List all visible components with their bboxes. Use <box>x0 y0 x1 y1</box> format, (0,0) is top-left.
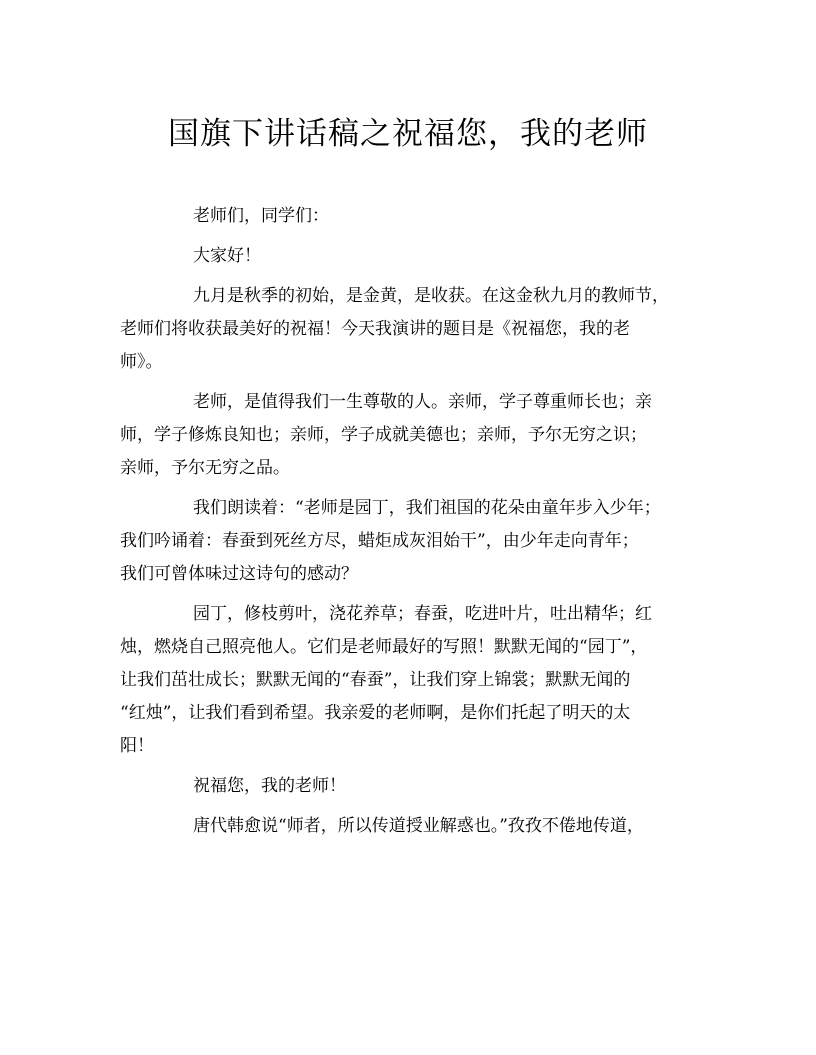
paragraph-gardener: 园丁，修枝剪叶，浇花养草；春蚕，吃进叶片，吐出精华；红 烛，燃烧自己照亮他人。它们是老师最好的写照！默默无闻的“园丁”， 让我们茁壮成长；默默无闻的“春蚕”，让我们穿上锦裳；默默无闻的 “红烛”，让我们看到希望。我亲爱的老师啊，是你们托起了明天的太 阳！ <box>120 604 652 756</box>
paragraph-greeting: 老师们，同学们： <box>193 206 329 226</box>
paragraph-respect: 老师，是值得我们一生尊敬的人。亲师，学子尊重师长也；亲 师，学子修炼良知也；亲师，学子成就美德也；亲师，予尔无穷之识； 亲师，予尔无穷之品。 <box>120 392 652 478</box>
paragraph-blessing: 祝福您，我的老师！ <box>193 776 346 796</box>
paragraph-poem: 我们朗读着：“老师是园丁，我们祖国的花朵由童年步入少年； 我们吟诵着：春蚕到死丝方尽，蜡炬成灰泪始干”，由少年走向青年； 我们可曾体味过这诗句的感动？ <box>120 498 661 584</box>
document-body <box>120 200 696 843</box>
paragraph-hello: 大家好！ <box>193 246 261 266</box>
paragraph-september: 九月是秋季的初始，是金黄，是收获。在这金秋九月的教师节， 老师们将收获最美好的祝福！今天我演讲的题目是《祝福您，我的老 师》。 <box>120 286 669 372</box>
paragraph-hanyu: 唐代韩愈说“师者，所以传道授业解惑也。”孜孜不倦地传道， <box>193 816 644 836</box>
document-title: 国旗下讲话稿之祝福您，我的老师 <box>168 116 648 152</box>
